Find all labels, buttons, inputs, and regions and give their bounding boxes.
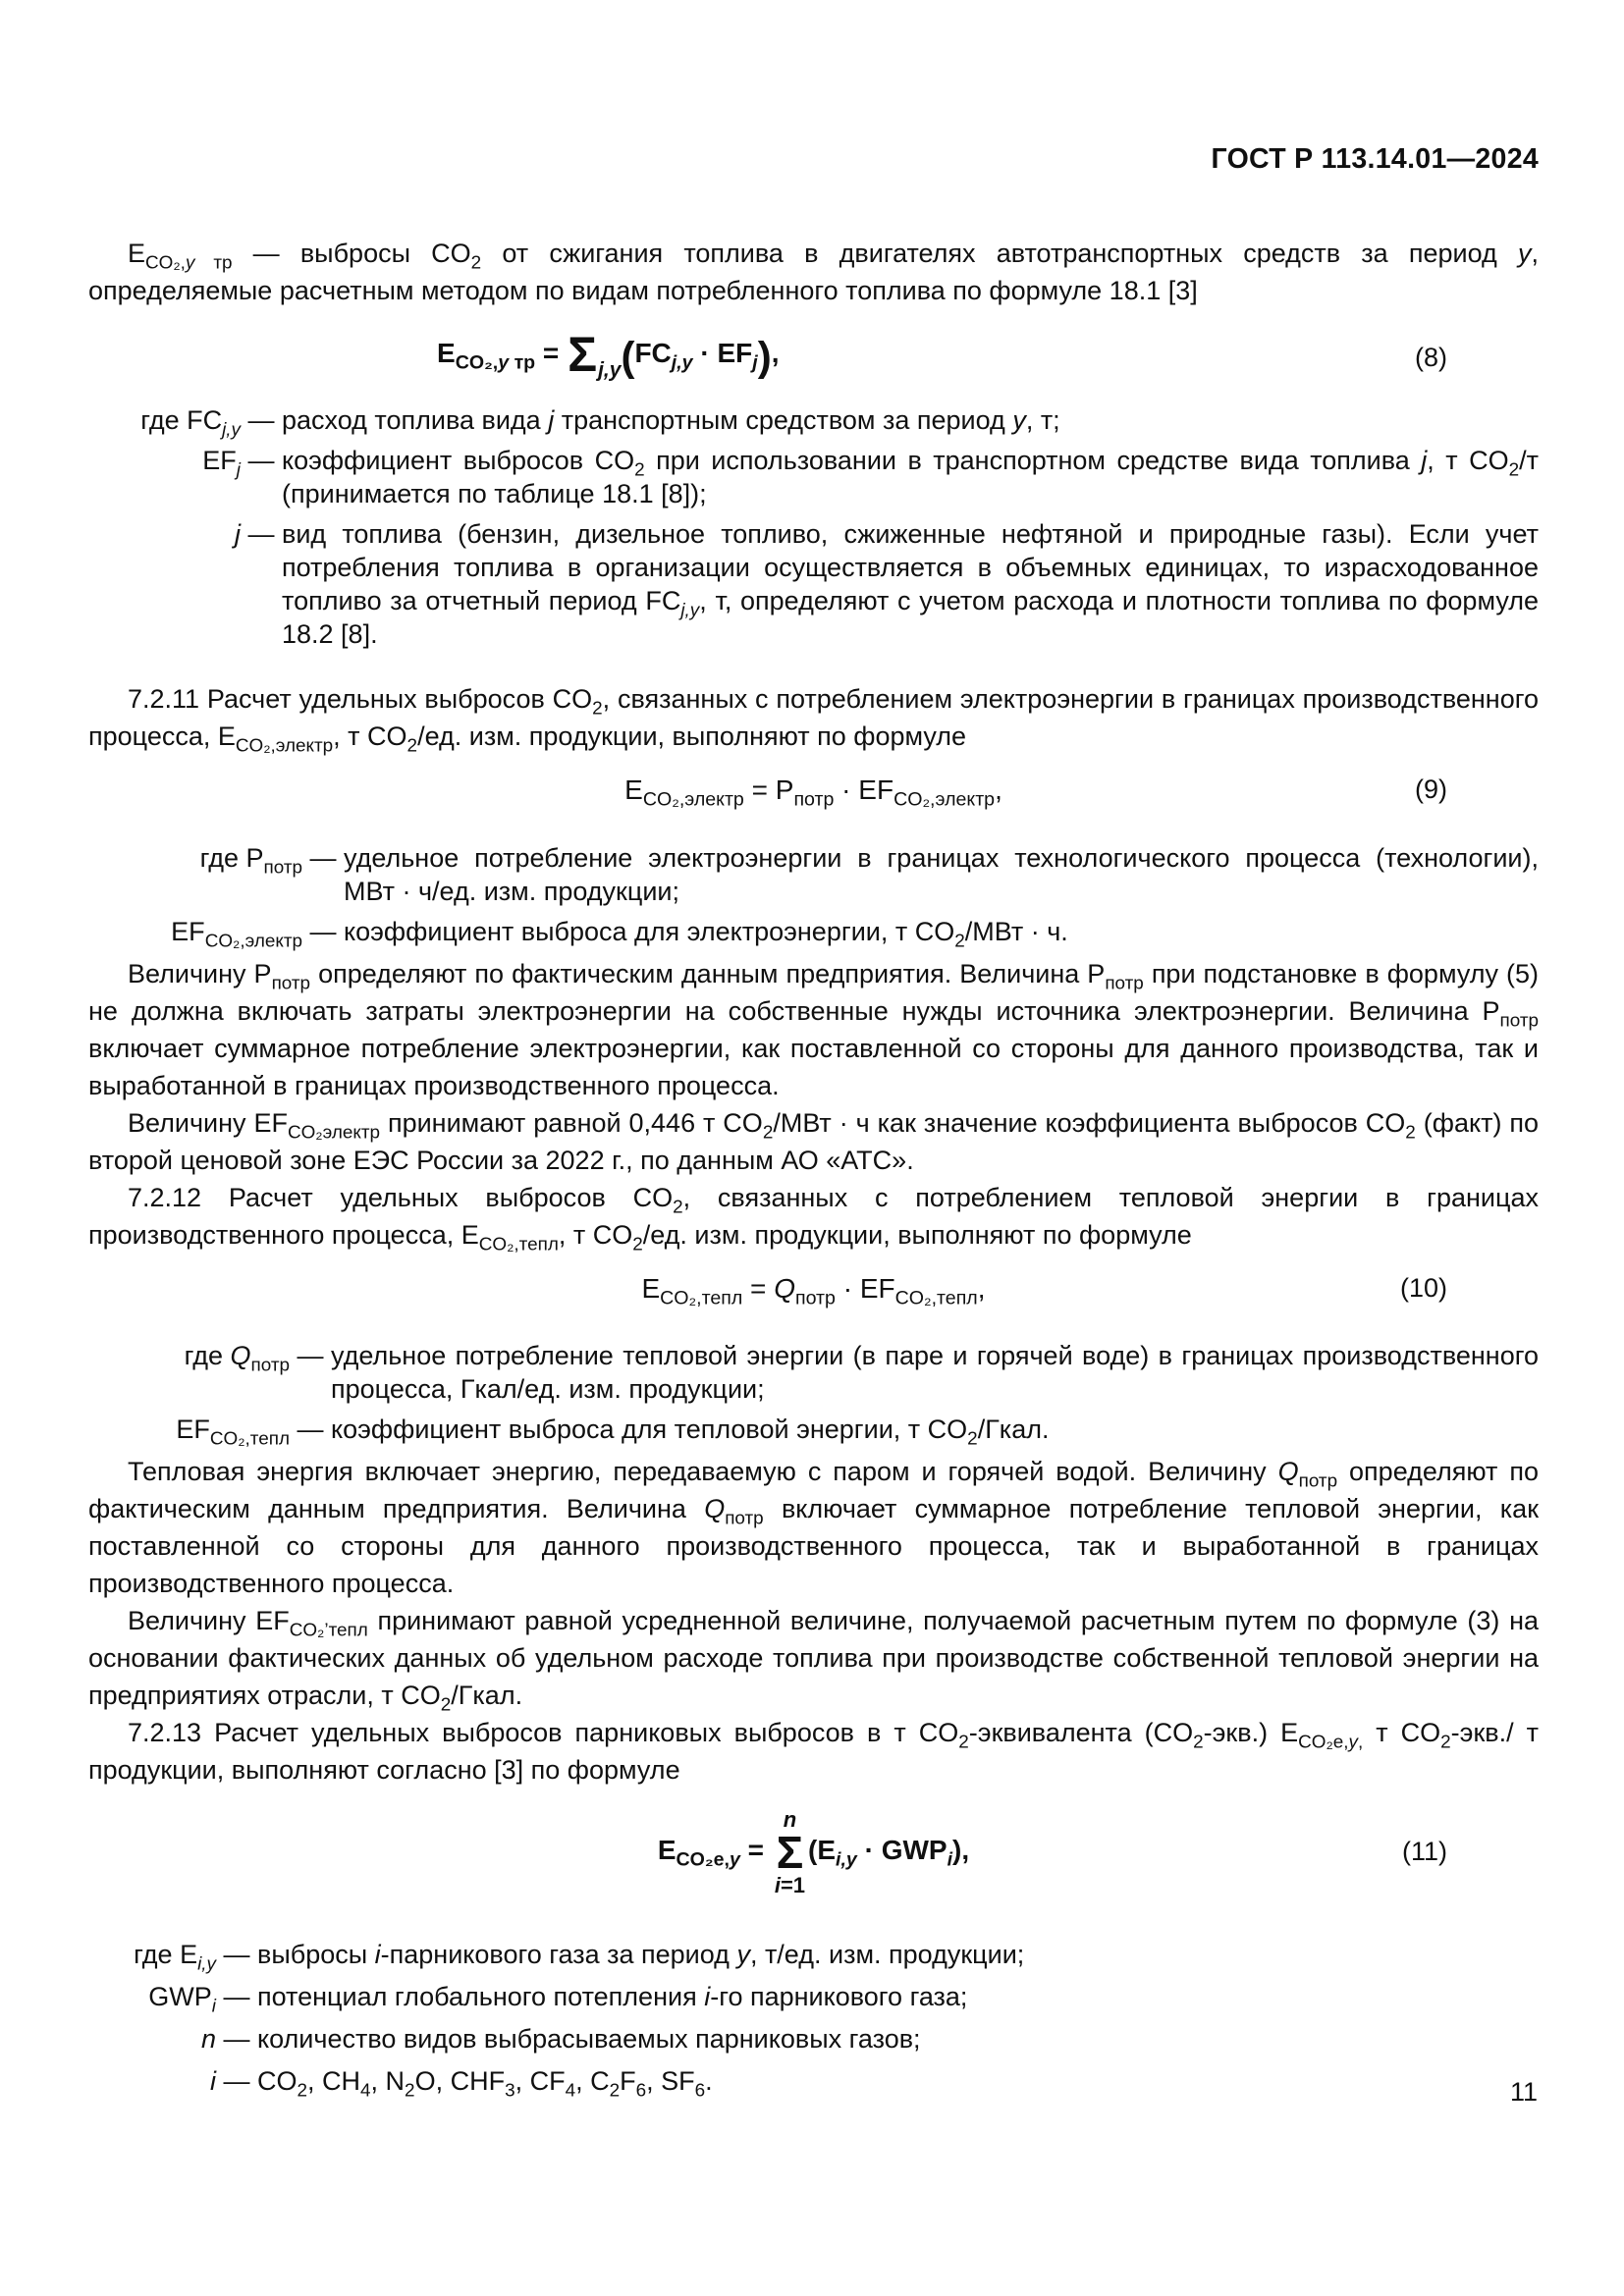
definition-term: $GWP_i$ bbox=[148, 1981, 216, 2017]
definition-term: $EF_j$ bbox=[202, 445, 241, 481]
definition-term: где $FC_{j,y}$ bbox=[140, 404, 241, 441]
big-left-paren: ( bbox=[621, 333, 635, 380]
definition-term: где $Q_{потр}$ bbox=[184, 1341, 290, 1376]
definition-term: j bbox=[235, 518, 241, 549]
formula-inner: $FC_{j,y} \cdot EF_j$ bbox=[634, 338, 758, 374]
definition-dash: — bbox=[297, 1415, 324, 1445]
paragraph-heat-energy: Тепловая энергия включает энергию, передаваемую с паром и горячей водой. Величину $Q_{потр}$ определяют по фактическим данным предприятия. Величина $Q_{потр}$ включает суммарное потребление тепловой энергии, как поставленной со стороны для данного производственного процесса, так и выработанной в границах производственного процесса. bbox=[88, 1457, 1540, 1599]
definition-description: расход топлива вида j транспортным средством за период y, т; bbox=[282, 404, 1060, 435]
paragraph-value-ef-heat: Величину $EF_{CO_2’тепл}$ принимают равной усредненной величине, получаемой расчетным путем по формуле (3) на основании фактических данных об удельном расходе топлива при производстве собственной тепловой энергии на предприятиях отрасли, т $CO_2$/Гкал. bbox=[88, 1606, 1539, 1716]
sum-icon: Σ bbox=[568, 327, 598, 382]
formula-lhs: $E_{CO_2,y тр}$ = bbox=[437, 338, 568, 374]
definition-row bbox=[88, 915, 1539, 952]
formula-10 bbox=[88, 1271, 1539, 1307]
definition-dash: — bbox=[223, 2065, 250, 2096]
definition-dash: — bbox=[247, 518, 275, 549]
formula-11 bbox=[88, 1808, 1539, 1896]
formula-lhs: $E_{CO_2е,y}$ = bbox=[657, 1835, 772, 1872]
definition-description: выбросы i-парникового газа за период y, т/ед. изм. продукции; bbox=[257, 1939, 1025, 1969]
definition-description: удельное потребление тепловой энергии (в паре и горячей воде) в границах производственного процесса, Гкал/ед. изм. продукции; bbox=[331, 1341, 1539, 1405]
formula-8-body bbox=[437, 327, 780, 384]
definition-term: i bbox=[210, 2065, 216, 2096]
formula-9 bbox=[88, 773, 1539, 811]
formula-rhs: $(E_{i,y} \cdot GWP_i)$, bbox=[808, 1835, 970, 1872]
definition-term: где $P_{потр}$ bbox=[199, 842, 302, 879]
formula-10-body: $E_{CO_2,тепл} = Q_{потр} \cdot EF_{CO_2,тепл}$, bbox=[641, 1272, 986, 1309]
paragraph-7-2-11: 7.2.11 Расчет удельных выбросов $CO_2$, связанных с потреблением электроэнергии в границах производственного процесса, $E_{CO_2,электр}$, т $CO_2/ед$. изм. продукции, выполняют по формуле bbox=[88, 683, 1539, 757]
definition-description: коэффициент выбросов $CO_2$ при использовании в транспортном средстве вида топлива j, т $CO_2/т$ (принимается по таблице 18.1 [8]); bbox=[282, 445, 1540, 508]
definition-dash: — bbox=[223, 1939, 250, 1969]
definition-row bbox=[88, 2064, 1539, 2102]
definition-row bbox=[88, 1413, 1539, 1450]
definition-list-formula-8 bbox=[88, 403, 1539, 651]
definition-row bbox=[88, 517, 1539, 651]
sum-lower-limit: i=1 bbox=[774, 1872, 806, 1897]
definition-dash: — bbox=[223, 1981, 250, 2011]
definition-row bbox=[88, 1980, 1539, 2017]
sum-upper-limit: n bbox=[783, 1807, 797, 1833]
standard-number: ГОСТ Р 113.14.01—2024 bbox=[1211, 143, 1539, 175]
definition-term: где $E_{i,y}$ bbox=[134, 1939, 216, 1975]
definition-list-formula-10 bbox=[88, 1339, 1539, 1450]
paragraph-value-ef-electr: Величину $EF_{CO_2электр}$ принимают равной 0,446 т $CO_2$/МВт · ч как значение коэффициента выбросов $CO_2$ (факт) по второй ценовой зоне ЕЭС России за 2022 г., по данным АО «АТС». bbox=[88, 1107, 1540, 1175]
definition-list-formula-11 bbox=[88, 1938, 1539, 2102]
definition-dash: — bbox=[297, 1341, 324, 1371]
paragraph-value-p: Величину $P_{потр}$ определяют по фактическим данным предприятия. Величина $P_{потр}$ при подстановке в формулу (5) не должна включать затраты электроэнергии на собственные нужды источника электроэнергии. Величина $P_{потр}$ включает суммарное потребление электроэнергии, как поставленной со стороны для данного производства, так и выработанной в границах производственного процесса. bbox=[88, 958, 1539, 1100]
definition-description: потенциал глобального потепления i-го парникового газа; bbox=[257, 1981, 968, 2011]
paragraph-7-2-12: 7.2.12 Расчет удельных выбросов $CO_2$, связанных с потреблением тепловой энергии в границах производственного процесса, $E_{CO_2,тепл}$, т $CO_2/ед$. изм. продукции, выполняют по формуле bbox=[88, 1182, 1539, 1255]
definition-term: $EF_{CO_2,тепл}$ bbox=[176, 1415, 290, 1450]
big-right-paren: ) bbox=[757, 333, 772, 380]
paragraph-7-2-13: 7.2.13 Расчет удельных выбросов парниковых выбросов в т $CO_2$-эквивалента $(CO_2-экв.)$ $E_{CO_2е,y,}$ т $CO_2-экв./$ т продукции, выполняют согласно [3] по формуле bbox=[88, 1718, 1539, 1786]
definition-row bbox=[88, 1339, 1539, 1406]
definition-row bbox=[88, 403, 1539, 441]
sum-icon: Σ bbox=[776, 1826, 804, 1878]
equation-number: (9) bbox=[1415, 774, 1447, 804]
definition-dash: — bbox=[223, 2023, 250, 2054]
definition-term: n bbox=[200, 2023, 216, 2054]
definition-row bbox=[88, 1938, 1539, 1975]
equation-number: (11) bbox=[1401, 1837, 1447, 1867]
definition-dash: — bbox=[247, 404, 275, 435]
formula-9-body: $E_{CO_2,электр} = P_{потр} \cdot EF_{CO_2,электр}$, bbox=[624, 774, 1002, 811]
definition-term: $EF_{CO_2,электр}$ bbox=[171, 916, 302, 952]
sum-subscript: j,y bbox=[598, 358, 622, 382]
definition-list-formula-9 bbox=[88, 841, 1539, 952]
page-number: 11 bbox=[1509, 2077, 1538, 2107]
equation-number: (8) bbox=[1415, 343, 1447, 373]
formula-11-body bbox=[658, 1808, 969, 1896]
page-header bbox=[88, 0, 1539, 176]
paragraph-intro: $E_{CO_2,y тр}$ — выбросы $CO_2$ от сжигания топлива в двигателях автотранспортных средств за период y, определяемые расчетным методом по видам потребленного топлива по формуле 18.1 [3] bbox=[88, 239, 1539, 305]
definition-description: коэффициент выброса для электроэнергии, т $CO_2$/МВт · ч. bbox=[344, 916, 1068, 952]
definition-row bbox=[88, 841, 1539, 908]
equation-number: (10) bbox=[1399, 1272, 1447, 1303]
definition-description: коэффициент выброса для тепловой энергии, т $CO_2$/Гкал. bbox=[331, 1415, 1050, 1450]
definition-dash: — bbox=[309, 842, 337, 873]
definition-row bbox=[88, 444, 1539, 510]
definition-dash: — bbox=[247, 445, 275, 475]
formula-tail: , bbox=[771, 338, 780, 368]
definition-row bbox=[88, 2022, 1539, 2056]
definition-dash: — bbox=[309, 916, 337, 946]
definition-description: количество видов выбрасываемых парниковых газов; bbox=[257, 2023, 921, 2054]
definition-description: вид топлива (бензин, дизельное топливо, сжиженные нефтяной и природные газы). Если учет потребления топлива в организации осуществляется в объемных единицах, то израсходованное топливо за отчетный период $FC_{j,y}$, т, определяют с учетом расхода и плотности топлива по формуле 18.2 [8]. bbox=[282, 518, 1539, 649]
formula-8 bbox=[88, 327, 1539, 384]
definition-description: удельное потребление электроэнергии в границах технологического процесса (технологии), МВт · ч/ед. изм. продукции; bbox=[344, 842, 1539, 906]
definition-description: $CO_2$, $CH_4$, $N_2O$, $CHF_3$, $CF_4$, $C_2F_6$, $SF_6$. bbox=[257, 2065, 713, 2102]
sum-with-limits bbox=[775, 1808, 805, 1896]
